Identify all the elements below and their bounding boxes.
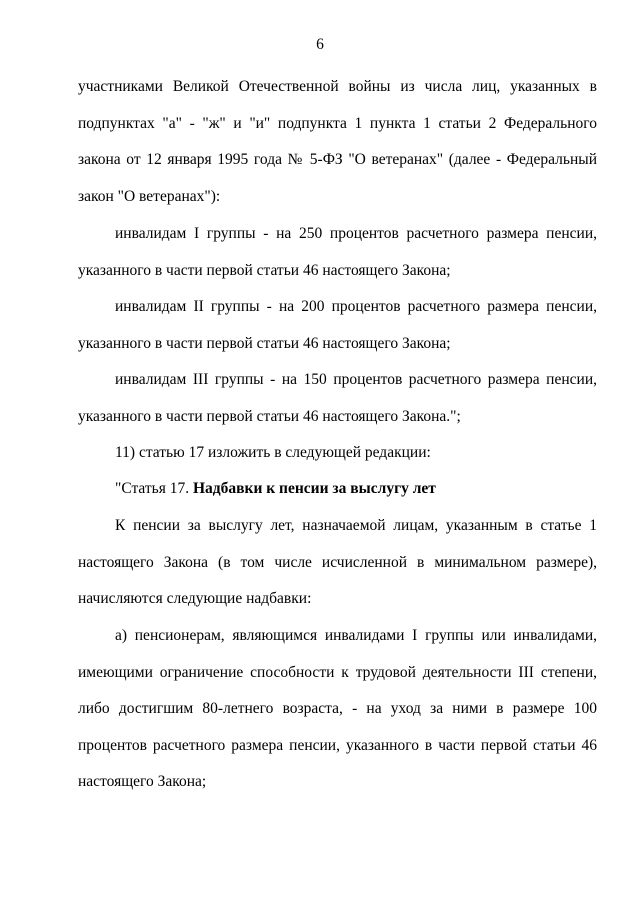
article-heading bbox=[78, 471, 597, 508]
article-number: "Статья 17. bbox=[115, 480, 193, 497]
paragraph-disability-group-2: инвалидам II группы - на 200 процентов расчетного размера пенсии, указанного в части первой статьи 46 настоящего Закона; bbox=[78, 298, 597, 352]
paragraph-item-11: 11) статью 17 изложить в следующей редакции: bbox=[115, 444, 431, 461]
paragraph-disability-group-1: инвалидам I группы - на 250 процентов расчетного размера пенсии, указанного в части первой статьи 46 настоящего Закона; bbox=[78, 225, 597, 279]
article-title: Надбавки к пенсии за выслугу лет bbox=[193, 480, 436, 497]
paragraph-intro: участниками Великой Отечественной войны из числа лиц, указанных в подпунктах "а" - "ж" и "и" подпункта 1 пункта 1 статьи 2 Федерального закона от 12 января 1995 года № 5-ФЗ "О ветеранах" (далее - Федеральный закон "О ветеранах"): bbox=[78, 78, 597, 205]
paragraph-disability-group-3: инвалидам III группы - на 150 процентов расчетного размера пенсии, указанного в части первой статьи 46 настоящего Закона."; bbox=[78, 371, 597, 425]
page-number: 6 bbox=[316, 36, 324, 53]
paragraph-article-body: К пенсии за выслугу лет, назначаемой лицам, указанным в статье 1 настоящего Закона (в том числе исчисленной в минимальном размере), начисляются следующие надбавки: bbox=[78, 517, 597, 608]
paragraph-subitem-a: а) пенсионерам, являющимся инвалидами I группы или инвалидами, имеющими ограничение способности к трудовой деятельности III степени, либо достигшим 80-летнего возраста, - на уход за ними в размере 100 процентов расчетного размера пенсии, указанного в части первой статьи 46 настоящего Закона; bbox=[78, 627, 597, 791]
